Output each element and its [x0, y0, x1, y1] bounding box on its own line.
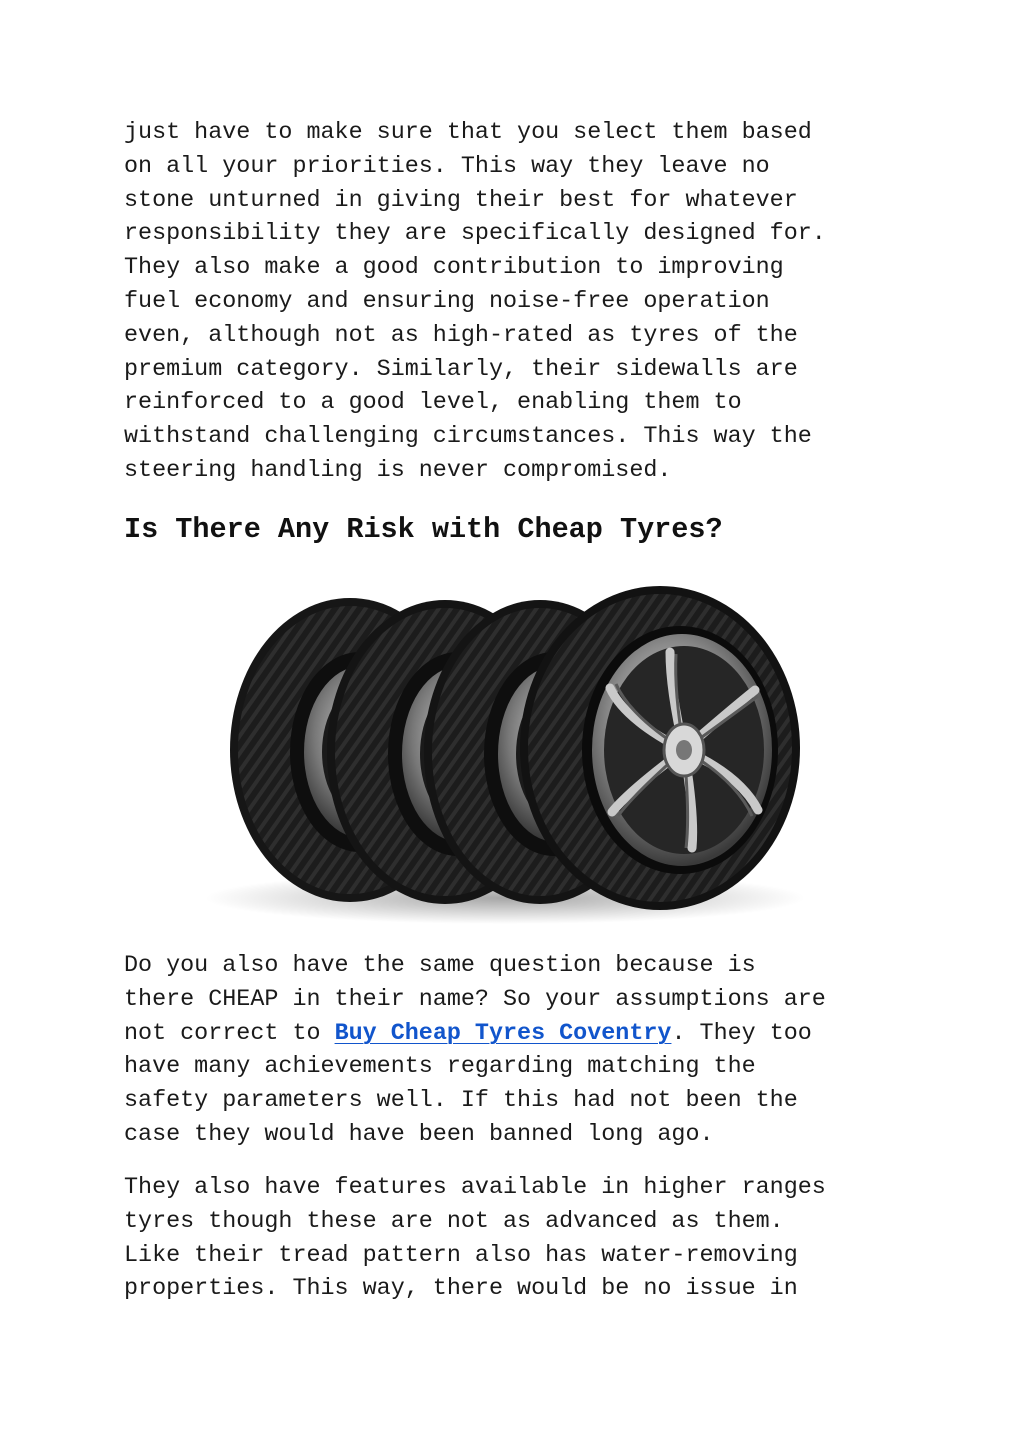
text-line: there CHEAP in their name? So your assumptions are [124, 986, 826, 1013]
text-line: They also have features available in higher ranges [124, 1175, 826, 1201]
text-line: on all your priorities. This way they leave no [124, 153, 770, 180]
text-line: steering handling is never compromised. [124, 457, 672, 484]
text-line: Do you also have the same question because is [124, 953, 756, 979]
text-line: even, although not as high-rated as tyres of the [124, 322, 798, 349]
text-line: fuel economy and ensuring noise-free operation [124, 288, 770, 315]
text-line-with-link [124, 1018, 914, 1052]
text-line: have many achievements regarding matching the [124, 1054, 756, 1081]
text-line: tyres though these are not as advanced as them. [124, 1208, 784, 1235]
text-line: Like their tread pattern also has water-removing [124, 1242, 798, 1269]
buy-cheap-tyres-link[interactable]: Buy Cheap Tyres Coventry [334, 1020, 672, 1047]
paragraph-intro [124, 117, 914, 489]
tyre-4 [520, 586, 800, 910]
paragraph-question [124, 950, 914, 1153]
text-line: responsibility they are specifically designed for. [124, 221, 826, 248]
text-line: properties. This way, there would be no issue in [124, 1276, 798, 1303]
text-line: premium category. Similarly, their sidewalls are [124, 356, 798, 383]
text-line: stone unturned in giving their best for whatever [124, 187, 798, 214]
text-line: just have to make sure that you select them based [124, 120, 812, 146]
text-line: reinforced to a good level, enabling them to [124, 390, 742, 417]
text-line: safety parameters well. If this had not been the [124, 1088, 798, 1115]
section-heading: Is There Any Risk with Cheap Tyres? [124, 513, 723, 546]
tyres-photo-icon [200, 580, 810, 925]
paragraph-features [124, 1172, 914, 1307]
text-line: They also make a good contribution to improving [124, 255, 784, 282]
text-segment: not correct to [124, 1020, 335, 1047]
text-line: withstand challenging circumstances. This way the [124, 424, 812, 451]
text-segment: . They too [671, 1020, 812, 1047]
text-line: case they would have been banned long ago. [124, 1121, 714, 1148]
